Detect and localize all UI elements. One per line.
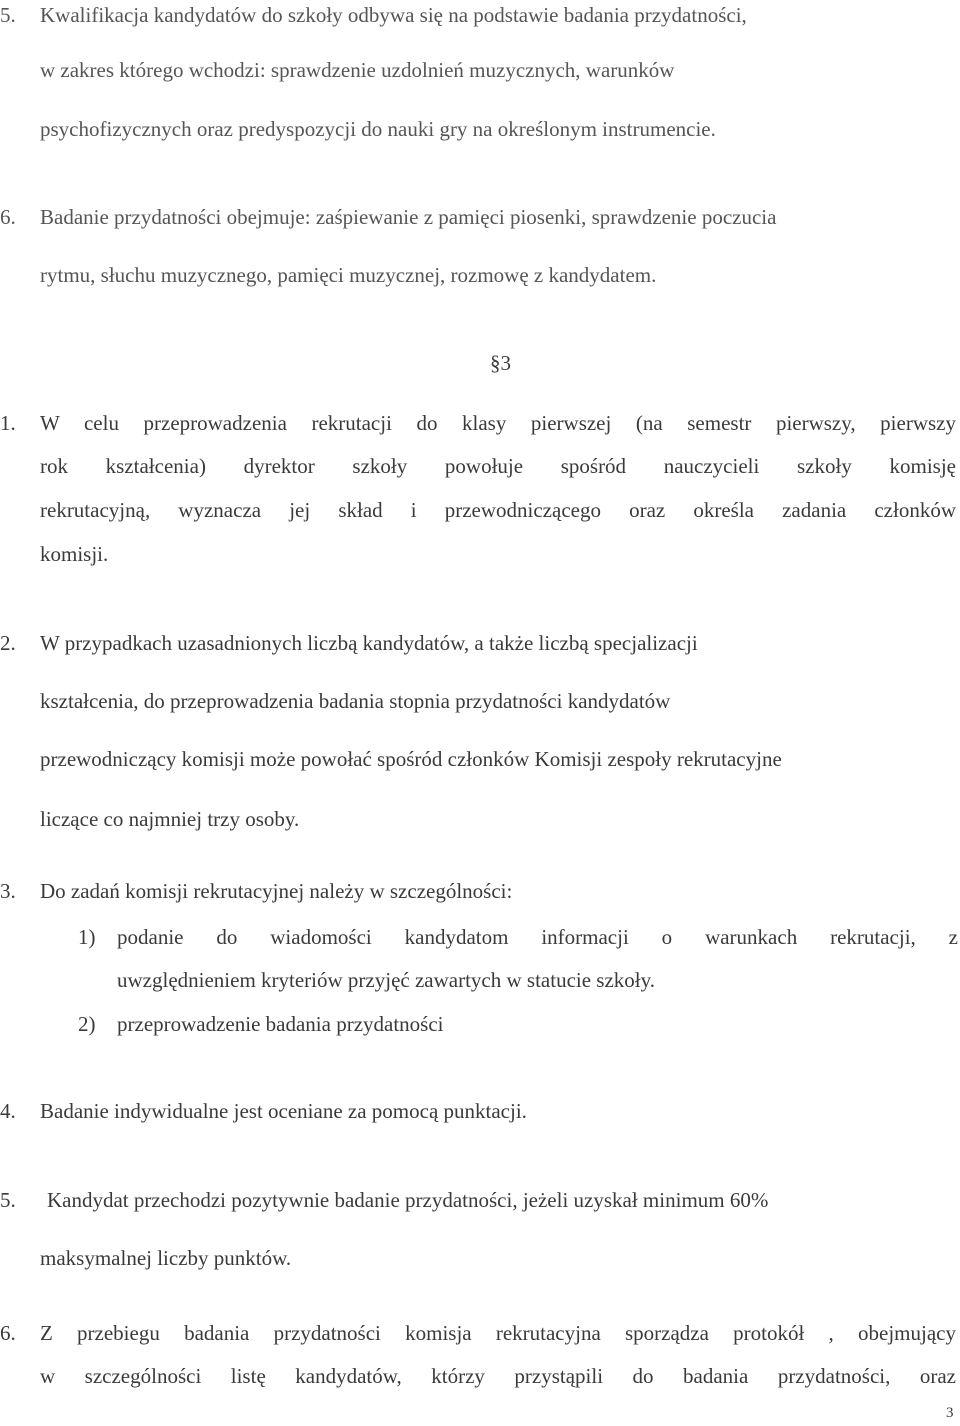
item-number: 2. [0,631,16,655]
item-text-line: rok kształcenia) dyrektor szkoły powołuje spośród nauczycieli szkoły komisję [40,454,956,478]
page-number: 3 [946,1405,954,1421]
subitem-text-line: przeprowadzenie badania przydatności [117,1012,444,1036]
subitem-number: 2) [78,1012,96,1036]
item-text-line: przewodniczący komisji może powołać spośród członków Komisji zespoły rekrutacyjne [40,747,782,771]
item-text-line: rytmu, słuchu muzycznego, pamięci muzycznej, rozmowę z kandydatem. [40,263,657,287]
item-text-line: W przypadkach uzasadnionych liczbą kandydatów, a także liczbą specjalizacji [40,631,698,655]
item-number: 6. [0,205,16,229]
item-text-line: W celu przeprowadzenia rekrutacji do klasy pierwszej (na semestr pierwszy, pierwszy [40,411,956,435]
item-text-line: w zakres którego wchodzi: sprawdzenie uzdolnień muzycznych, warunków [40,58,675,82]
item-number: 4. [0,1099,16,1123]
item-text-line: rekrutacyjną, wyznacza jej skład i przewodniczącego oraz określa zadania członków [40,498,956,522]
item-text-line: Badanie indywidualne jest oceniane za pomocą punktacji. [40,1099,527,1123]
item-number: 5. [0,3,16,27]
subitem-text-line: podanie do wiadomości kandydatom informacji o warunkach rekrutacji, z [117,925,958,949]
item-text-line: Do zadań komisji rekrutacyjnej należy w szczególności: [40,879,513,903]
subitem-text-line: uwzględnieniem kryteriów przyjęć zawartych w statucie szkoły. [117,968,656,992]
item-number: 5. [0,1188,16,1212]
item-text-line: liczące co najmniej trzy osoby. [40,807,300,831]
item-text-line: Kandydat przechodzi pozytywnie badanie przydatności, jeżeli uzyskał minimum 60% [47,1188,769,1212]
subitem-number: 1) [78,925,96,949]
item-text-line: Badanie przydatności obejmuje: zaśpiewanie z pamięci piosenki, sprawdzenie poczucia [40,205,777,229]
item-text-line: Kwalifikacja kandydatów do szkoły odbywa się na podstawie badania przydatności, [40,3,747,27]
item-text-line: komisji. [40,542,109,566]
item-number: 6. [0,1321,16,1345]
item-text-line: w szczególności listę kandydatów, którzy przystąpili do badania przydatności, oraz [40,1364,956,1388]
item-text-line: maksymalnej liczby punktów. [40,1246,292,1270]
item-text-line: Z przebiegu badania przydatności komisja rekrutacyjna sporządza protokół , obejmujący [40,1321,956,1345]
item-number: 1. [0,411,16,435]
item-number: 3. [0,879,16,903]
section-heading: §3 [490,351,511,375]
item-text-line: kształcenia, do przeprowadzenia badania stopnia przydatności kandydatów [40,689,671,713]
item-text-line: psychofizycznych oraz predyspozycji do nauki gry na określonym instrumencie. [40,117,716,141]
